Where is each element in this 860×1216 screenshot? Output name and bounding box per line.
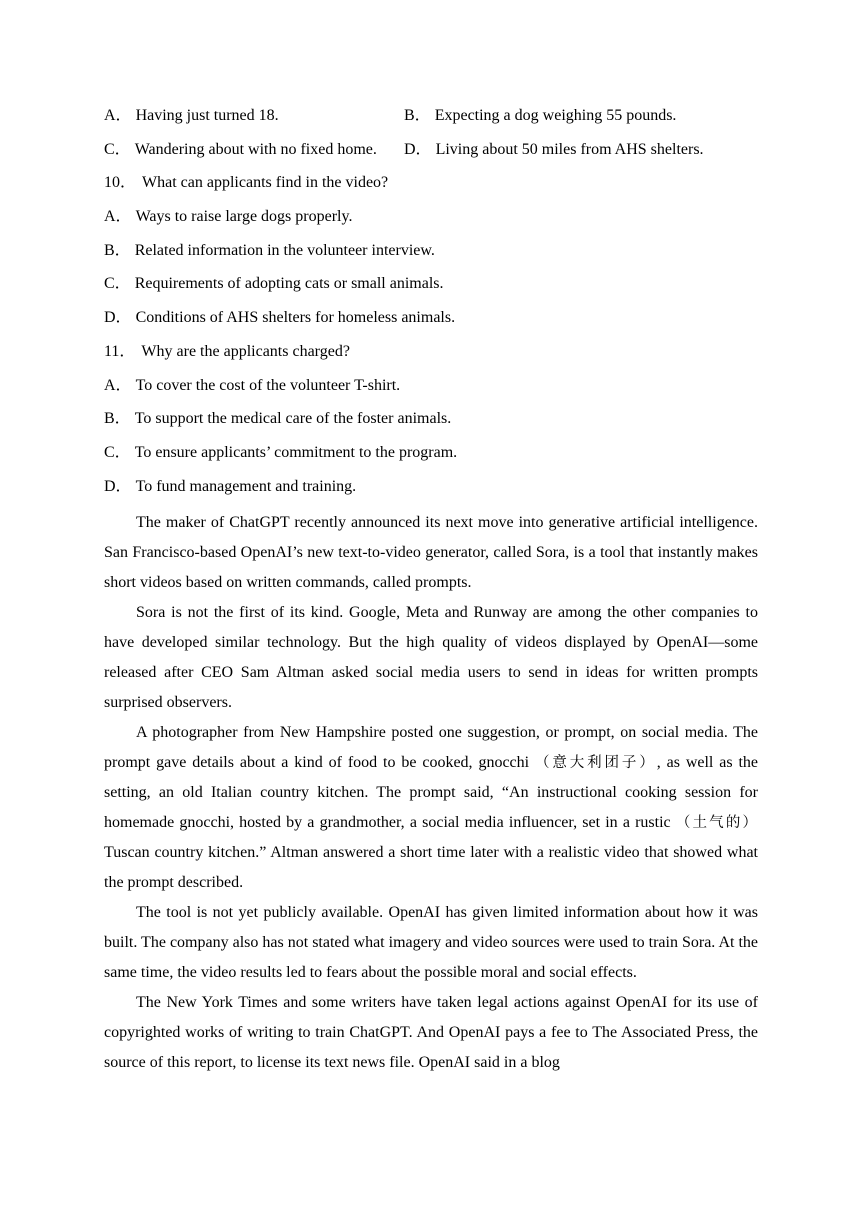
option-text: Ways to raise large dogs properly. [135, 208, 353, 226]
q10-question [104, 169, 758, 203]
paragraph-text: A photographer from New Hampshire posted one suggestion, or prompt, on social media. The prompt gave details about a kind of food to be cooked, gnocchi [104, 724, 758, 772]
q9-options-row-2 [104, 136, 758, 170]
option-text: Living about 50 miles from AHS shelters. [435, 140, 704, 158]
q11-option-b [104, 405, 758, 439]
option-text: Related information in the volunteer interview. [134, 241, 435, 259]
passage-paragraph-2: Sora is not the first of its kind. Google, Meta and Runway are among the other companies to have developed similar technology. But the high quality of videos displayed by OpenAI—some released after CEO Sam Altman asked social media users to send in ideas for written prompts surprised observers. [104, 604, 758, 712]
option-text: To cover the cost of the volunteer T-shirt. [135, 376, 401, 394]
document-page [104, 102, 758, 1078]
option-label: B． [404, 107, 431, 124]
option-label: D． [104, 477, 132, 495]
option-label: B． [104, 410, 131, 428]
passage-paragraph-1: The maker of ChatGPT recently announced its next move into generative artificial intelligence. San Francisco-based OpenAI’s new text-to-video generator, called Sora, is a tool that instantly makes short videos based on written commands, called prompts. [104, 514, 758, 592]
q11-option-d [104, 473, 758, 507]
chinese-gloss: （土气的） [675, 815, 759, 832]
passage-paragraph-4: The tool is not yet publicly available. OpenAI has given limited information about how it was built. The company also has not stated what imagery and video sources were used to train Sora. At the same time, the video results led to fears about the possible moral and social effects. [104, 904, 758, 982]
option-label: A． [104, 376, 132, 394]
paragraph-text: , as well as the setting, an old Italian country kitchen. The prompt said, “An instructional cooking session for homemade gnocchi, hosted by a grandmother, a social media influencer, set in a rustic [104, 754, 759, 832]
question-number: 10． [104, 174, 137, 192]
question-text: What can applicants find in the video? [142, 174, 389, 192]
option-text: To fund management and training. [135, 477, 357, 495]
option-label: C． [104, 275, 131, 293]
chinese-gloss: （意大利团子） [535, 755, 657, 772]
passage-paragraph-5: The New York Times and some writers have taken legal actions against OpenAI for its use of copyrighted works of writing to train ChatGPT. And OpenAI pays a fee to The Associated Press, the source of this report, to license its text news file. OpenAI said in a blog [104, 994, 758, 1072]
option-text: Requirements of adopting cats or small animals. [134, 275, 444, 293]
q10-option-d [104, 304, 758, 338]
question-number: 11． [104, 342, 136, 360]
option-text: Expecting a dog weighing 55 pounds. [434, 107, 677, 124]
q11-option-a [104, 372, 758, 406]
option-label: D． [104, 309, 132, 327]
option-text: Having just turned 18. [135, 107, 279, 124]
option-label: C． [104, 443, 131, 461]
option-label: D． [404, 140, 432, 158]
q9-option-b [404, 102, 676, 136]
option-label: C． [104, 140, 131, 158]
q11-option-c [104, 439, 758, 473]
q11-question [104, 338, 758, 372]
q10-option-c [104, 270, 758, 304]
q9-options-row-1 [104, 102, 758, 136]
question-text: Why are the applicants charged? [141, 342, 350, 360]
q9-option-a [104, 102, 404, 136]
passage-paragraph-3 [104, 718, 758, 898]
paragraph-text: Tuscan country kitchen.” Altman answered a short time later with a realistic video that showed what the prompt described. [104, 844, 758, 892]
option-label: B． [104, 241, 131, 259]
option-label: A． [104, 107, 132, 124]
option-text: To support the medical care of the foster animals. [134, 410, 452, 428]
option-label: A． [104, 208, 132, 226]
q9-option-c [104, 136, 404, 170]
option-text: Wandering about with no fixed home. [134, 140, 377, 158]
q9-option-d [404, 136, 704, 170]
option-text: To ensure applicants’ commitment to the program. [134, 443, 458, 461]
q10-option-a [104, 203, 758, 237]
option-text: Conditions of AHS shelters for homeless animals. [135, 309, 456, 327]
q10-option-b [104, 237, 758, 271]
